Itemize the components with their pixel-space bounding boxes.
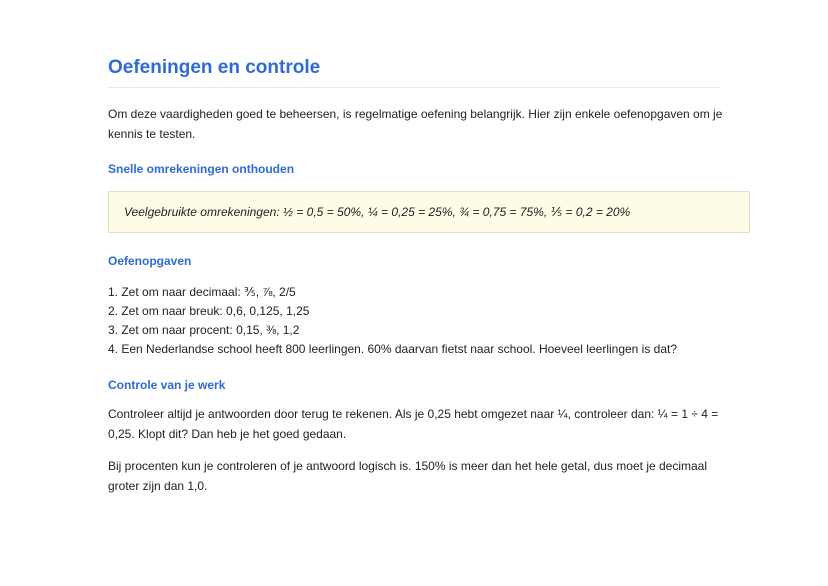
exercise-item: 4. Een Nederlandse school heeft 800 leerlingen. 60% daarvan fietst naar school. Hoeveel leerlingen is dat? [108, 342, 678, 356]
check-heading: Controle van je werk [108, 378, 226, 392]
exercise-item: 2. Zet om naar breuk: 0,6, 0,125, 1,25 [108, 304, 310, 318]
conversions-heading: Snelle omrekeningen onthouden [108, 162, 295, 176]
exercise-item: 1. Zet om naar decimaal: ⅗, ⅞, 2/5 [108, 285, 296, 299]
exercise-list [108, 283, 748, 359]
callout-text: Veelgebruikte omrekeningen: ½ = 0,5 = 50%, ¼ = 0,25 = 25%, ¾ = 0,75 = 75%, ⅕ = 0,2 = 20% [124, 205, 631, 219]
intro-paragraph: Om deze vaardigheden goed te beheersen, is regelmatige oefening belangrijk. Hier zijn enkele oefenopgaven om je kennis te testen. [108, 107, 723, 141]
section-title: Oefeningen en controle [108, 56, 720, 88]
conversions-callout [108, 191, 750, 233]
article-content [108, 56, 748, 496]
exercises-heading: Oefenopgaven [108, 254, 192, 268]
exercise-item: 3. Zet om naar procent: 0,15, ⅜, 1,2 [108, 323, 300, 337]
check-paragraph-1: Controleer altijd je antwoorden door terug te rekenen. Als je 0,25 hebt omgezet naar ¼, controleer dan: ¼ = 1 ÷ 4 = 0,25. Klopt dit? Dan heb je het goed gedaan. [108, 407, 719, 441]
check-paragraph-2: Bij procenten kun je controleren of je antwoord logisch is. 150% is meer dan het hele getal, dus moet je decimaal groter zijn dan 1,0. [108, 459, 708, 493]
